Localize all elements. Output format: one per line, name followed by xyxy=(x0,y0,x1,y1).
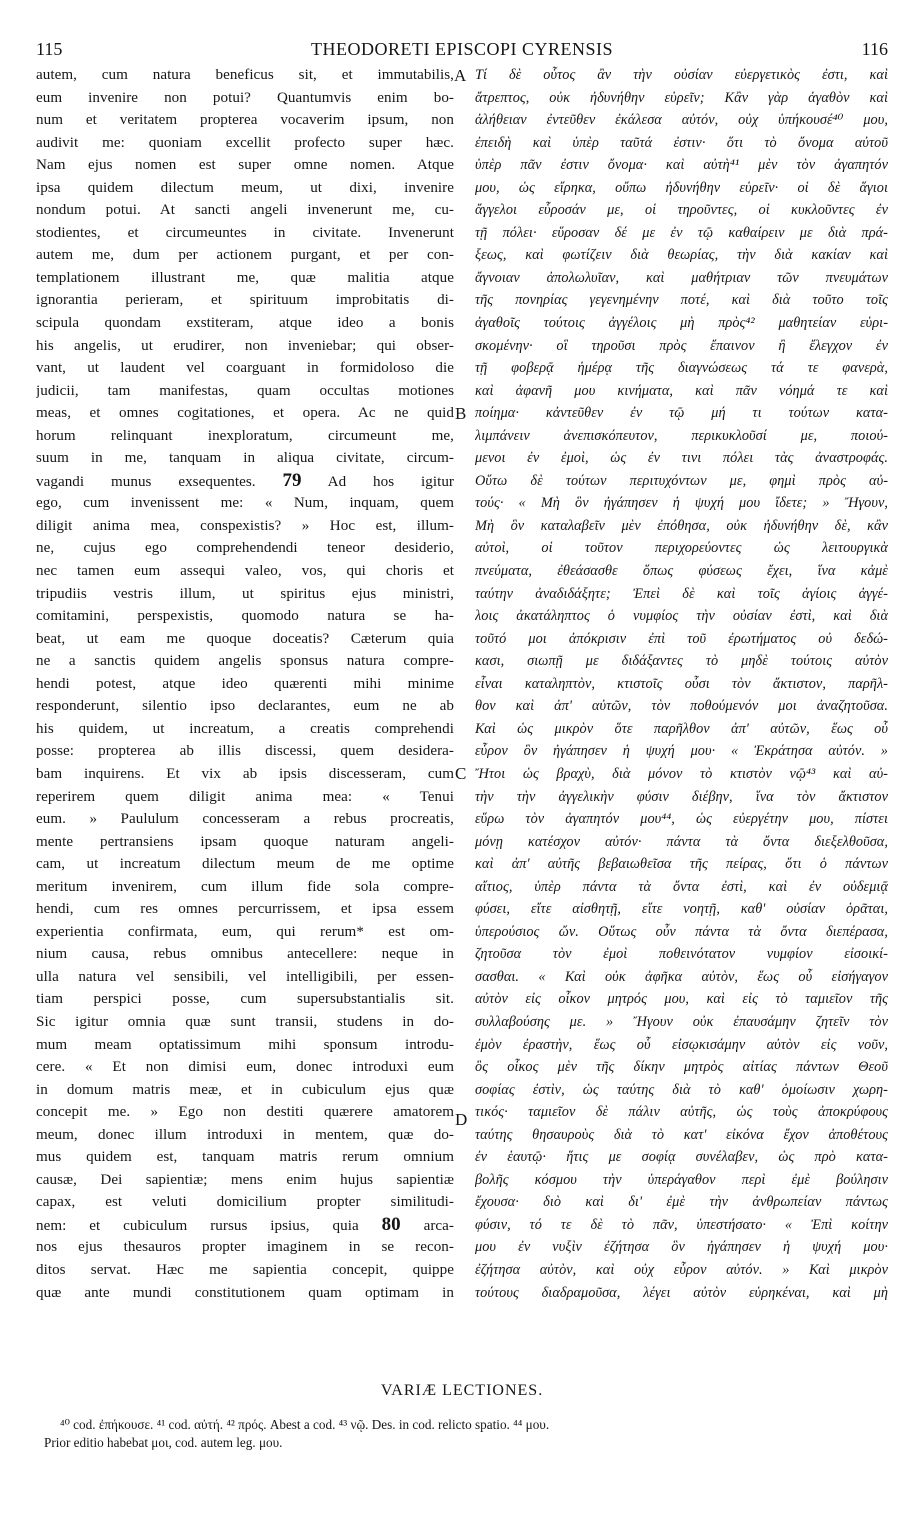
latin-text-line: posse: propterea ab illis discessi, quem desidera- xyxy=(36,743,454,760)
margin-letter-d: D xyxy=(455,1110,468,1129)
greek-text-line: βολῆς κόσμου τὴν ὑπεράγαθον περὶ ἐμὲ βούλησιν xyxy=(475,1171,888,1188)
greek-text-line: θον καὶ ἀπ' αὐτῶν, τὸν ποθούμενόν μοι ἀναζητοῦσα. xyxy=(475,698,888,715)
greek-text-line: τῇ φοβερᾷ ἡμέρᾳ τῆς διαγνώσεως τά τε φανερὰ, xyxy=(475,360,888,377)
greek-text-line: ταύτης θησαυροὺς διὰ τὸ κατ' εἰκόνα ἔχον ἀποθέτους xyxy=(475,1126,888,1143)
latin-text-line: meum, donec illum introduxi in mentem, quæ do- xyxy=(36,1126,454,1143)
latin-text-line: eum. » Paululum concesseram a rebus procreatis, xyxy=(36,811,454,828)
greek-text-line: καὶ ἀφανῆ μου κινήματα, καὶ πᾶν νόημά τε καὶ xyxy=(475,382,888,399)
greek-text-line: τῇ πόλει· εὕροσαν δέ με ἐν τῷ καθαίρειν με διὰ πρά- xyxy=(475,224,888,241)
latin-text-line: templationem illustrant me, quæ malitia atque xyxy=(36,269,454,286)
latin-text-line: ditos servat. Hæc me sapientia concepit, quippe xyxy=(36,1261,454,1278)
margin-letter-c: C xyxy=(455,764,467,783)
latin-text-line: responderunt, silentio ipso declarantes, eum ne ab xyxy=(36,698,454,715)
greek-text-line: εὕρω τὸν ἀγαπητόν μου⁴⁴, ὡς εὐεργέτην μου, πίστει xyxy=(475,811,888,828)
greek-text-line: τούς· « Μὴ ὃν ἠγάπησεν ἡ ψυχή μου ἴδετε; » Ἤγουν, xyxy=(475,495,888,512)
greek-text-line: τῆς πονηρίας γεγενημένην ποτέ, καὶ διὰ τοῦτο τοῖς xyxy=(475,292,888,309)
greek-text-line: ὑπερούσιος ὤν. Οὕτως οὖν πάντα τὰ ὄντα διεπέρασα, xyxy=(475,923,888,940)
greek-text-line: αἴτιος, ὑπὲρ πάντα τὰ ὄντα ἐστὶ, καὶ ἐν οὐδεμιᾷ xyxy=(475,878,888,895)
greek-text-line: ὃς οἶκος μὲν τῆς δίκην μητρὸς αἰτίας πάντων Θεοῦ xyxy=(475,1059,888,1076)
margin-letter-b: B xyxy=(455,404,467,423)
running-title: THEODORETI EPISCOPI CYRENSIS xyxy=(310,39,614,59)
latin-text-line: bam inquirens. Et vix ab ipsis discesseram, cum xyxy=(36,765,454,782)
greek-text-line: αὐτὸν εἰς οἶκον μητρός μου, καὶ εἰς τὸ ταμιεῖον τῆς xyxy=(475,991,888,1008)
latin-text-segment: Ad hos igitur xyxy=(327,473,454,490)
latin-text-line: horum relinquant inexploratum, circumeunt me, xyxy=(36,427,454,444)
greek-text-line: κασι, σιωπῇ με διδάξαντες τὸ μηδὲ τούτοις αὐτὸν xyxy=(475,653,888,670)
greek-text-line: ἐν ἑαυτῷ· ἥτις με σοφίᾳ συνέλαβεν, ὡς πρὸ κατα- xyxy=(475,1149,888,1166)
variae-lectiones-title: VARIÆ LECTIONES. xyxy=(380,1382,544,1399)
latin-text-line: ne a sanctis quidem angelis sponsus natura compre- xyxy=(36,653,454,670)
latin-text-line: stodientes, et circumeuntes in civitate. Invenerunt xyxy=(36,224,454,241)
page-number-right: 116 xyxy=(861,39,888,59)
latin-text-line: ego, cum invenissent me: « Num, inquam, quem xyxy=(36,495,454,512)
greek-text-line: ἄγγελοι εὗροσάν με, οἱ τηροῦντες, οἱ κυκλοῦντες ἐν xyxy=(475,202,888,219)
latin-text-line: his angelis, ut erudirer, non inveniebar; qui obser- xyxy=(36,337,454,354)
latin-text-line: nondum potui. At sancti angeli invenerunt me, cu- xyxy=(36,202,454,219)
greek-text-line: εἶναι καταληπτὸν, κτιστοῖς οὖσι τὸν ἄκτιστον, παρῆλ- xyxy=(475,675,888,692)
latin-text-line: Nam ejus nomen est super omne nomen. Atque xyxy=(36,157,454,174)
latin-text-line: ipsa quidem dilectum meum, ut dixi, invenire xyxy=(36,179,454,196)
greek-column xyxy=(475,64,888,1364)
section-number: 80 xyxy=(381,1213,401,1235)
greek-text-line: σοφίας ἐστὶν, ὡς ταύτης διὰ τὸ καθ' ὁμοίωσιν χωρη- xyxy=(475,1081,888,1098)
latin-text-line: diligit anima mea, conspexistis? » Hoc est, illum- xyxy=(36,517,454,534)
greek-text-line: μου ἐν νυξὶν ἐζήτησα ὃν ἠγάπησεν ἡ ψυχή μου· xyxy=(475,1239,888,1256)
margin-letter-a: A xyxy=(454,66,467,85)
latin-text-line: nos ejus thesauros propter imaginem in se recon- xyxy=(36,1239,454,1256)
latin-text-line: judicii, tam manifestas, quam occultas motiones xyxy=(36,382,454,399)
greek-text-line: ἄγνοιαν ἀπολωλυῖαν, καὶ μαθήτριαν τῶν πνευμάτων xyxy=(475,269,888,286)
latin-text-line: meritum invenirem, cum illum fide sola compre- xyxy=(36,878,454,895)
greek-text-line: καὶ ἀπ' αὐτῆς βεβαιωθεῖσα τῆς πείρας, ὅτι ὁ πάντων xyxy=(475,856,888,873)
latin-text-line xyxy=(36,470,454,493)
greek-text-line: μενοι ἐν ἐμοὶ, ὡς ἐν τινι πόλει τὰς ἀναστροφάς. xyxy=(475,450,888,467)
latin-text-line: meas, et omnes cogitationes, et opera. Ac ne quid xyxy=(36,405,454,422)
greek-text-line: ἀγαθοῖς τούτοις ἀγγέλοις μὴ πρὸς⁴² μαθητείαν εὑρι- xyxy=(475,315,888,332)
latin-text-line: audivit me: quoniam excellit profecto super hæc. xyxy=(36,134,454,151)
latin-text-line: num et veritatem propterea vocaverim ipsum, non xyxy=(36,112,454,129)
greek-text-line: Καὶ ὡς μικρὸν ὅτε παρῆλθον ἀπ' αὐτῶν, ἕως οὗ xyxy=(475,720,888,737)
variae-lectiones-notes xyxy=(44,1416,892,1452)
latin-text-line: his quidem, ut increatum, a creatis comprehendi xyxy=(36,720,454,737)
greek-text-line: ἔχουσα· διὸ καὶ δι' ἐμὲ τὴν ἀνθρωπείαν πάντως xyxy=(475,1194,888,1211)
variant-note-line: ⁴⁰ cod. ἐπήκουσε. ⁴¹ cod. αὐτή. ⁴² πρός. Abest a cod. ⁴³ νῷ. Des. in cod. relicto spatio. ⁴⁴ μου. xyxy=(60,1417,550,1432)
greek-text-line: Τί δὲ οὗτος ἂν τὴν οὐσίαν εὐεργετικὸς ἐστι, καὶ xyxy=(475,67,888,83)
latin-text-line: cam, ut increatum dilectum meum de me optime xyxy=(36,856,454,873)
greek-text-line: συλλαβούσης με. » Ἤγουν οὐκ ἐπαυσάμην ζητεῖν τὸν xyxy=(475,1013,888,1030)
latin-text-line: nec tamen eum assequi valeo, vos, qui choris et xyxy=(36,563,454,580)
latin-text-line: reperirem quem diligit anima mea: « Tenui xyxy=(36,788,454,805)
greek-text-line: ἐμὸν ἐραστὴν, ἕως οὗ εἰσῳκισάμην αὐτὸν εἰς νοῦν, xyxy=(475,1036,888,1053)
latin-text-line: nium causa, rebus omnibus antecellere: neque in xyxy=(36,946,454,963)
latin-text-line: ulla natura vel sensibili, vel intelligibili, per essen- xyxy=(36,968,454,985)
latin-text-line: hendi, cum res omnes percurrissem, et ipsa essem xyxy=(36,901,454,918)
latin-text-line: concepit me. » Ego non destiti quærere amatorem xyxy=(36,1104,454,1121)
latin-text-line: eum invenire non potui? Quantumvis enim bo- xyxy=(36,89,454,106)
greek-text-line: ζητοῦσα τὸν ἐμοὶ ποθεινότατον νυμφίον εἰσοικί- xyxy=(475,946,888,963)
latin-text-line: vant, ut laudent vel coarguant in formidoloso die xyxy=(36,360,454,377)
latin-text-line: autem me, dum per actionem purgant, et per con- xyxy=(36,247,454,264)
latin-text-line: tiam perspici posse, cum supersubstantialis sit. xyxy=(36,991,454,1008)
latin-text-line: tripudiis vestris illum, ut spiritus ejus ministri, xyxy=(36,585,454,602)
latin-text-segment: vagandi munus exsequentes. xyxy=(36,473,256,490)
greek-text-line: τοῦτό μοι ἀπόκρισιν ἐπὶ τοῦ ἐρωτήματος οὐ δεδώ- xyxy=(475,630,888,647)
greek-text-line: πνεύματα, ἐθεάσασθε ὅπως φύσεως ἔχει, ἵνα κἀμὲ xyxy=(475,563,888,580)
latin-text-line: mente pertransiens ipsam quoque naturam angeli- xyxy=(36,833,454,850)
greek-text-line: λιμπάνειν ἀνεπισκόπευτον, περικυκλοῦσί με, ποιού- xyxy=(475,427,888,444)
latin-text-line: quæ ante mundi constitutionem quam optimam in xyxy=(36,1284,454,1301)
page-header xyxy=(36,36,888,62)
greek-text-line: Μὴ ὃν καταλαβεῖν μὲν ἐπόθησα, οὐκ ἠδυνήθην δὲ, κἂν xyxy=(475,517,888,534)
greek-text-line: εὗρον ὃν ἠγάπησεν ἡ ψυχή μου· « Ἐκράτησα αὐτόν. » xyxy=(475,743,888,760)
greek-text-line: ὑπὲρ πᾶν ἐστιν ὄνομα· καὶ αὐτὴ⁴¹ μὲν τὸν ἀγαπητόν xyxy=(475,157,888,174)
latin-text-line: capax, est veluti domicilium propter similitudi- xyxy=(36,1194,454,1211)
variant-note-line: Prior editio habebat μοι, cod. autem leg. μου. xyxy=(44,1435,283,1450)
latin-text-line: ne, cujus ego comprehendendi teneor desiderio, xyxy=(36,540,454,557)
greek-text-line: Ἤτοι ὡς βραχὺ, διὰ μόνον τὸ κτιστὸν νῷ⁴³ καὶ αὐ- xyxy=(475,765,888,782)
greek-text-line: λοις ἀκατάληπτος ὁ νυμφίος τὴν οὐσίαν ἐστὶ, καὶ διὰ xyxy=(475,608,888,625)
greek-text-line: ταύτην ἀναδιδάξητε; Ἐπεὶ δὲ καὶ τοῖς ἁγίοις ἀγγέ- xyxy=(475,585,888,602)
greek-text-line: ἐπειδὴ καὶ ὑπὲρ ταῦτά ἐστιν· ὅτι τὸ ὄνομα αὐτοῦ xyxy=(475,134,888,151)
greek-text-line: μόνῃ κατέσχον αὐτόν· πάντα τὰ ὄντα διεξελθοῦσα, xyxy=(475,833,888,850)
latin-column xyxy=(36,64,454,1364)
greek-text-line: τὴν τὴν ἀγγελικὴν φύσιν διέβην, ἵνα τὸν ἄκτιστον xyxy=(475,788,888,805)
greek-text-line: μου, ὡς εἴρηκα, οὔπω ἠδυνήθην εὑρεῖν· οἱ δὲ ἅγιοι xyxy=(475,179,888,196)
latin-text-line: suum in me, tanquam in aliqua civitate, circum- xyxy=(36,450,454,467)
latin-text-line: autem, cum natura beneficus sit, et immutabilis, xyxy=(36,67,454,83)
greek-text-line: ἀλήθειαν ἐντεῦθεν ἐκάλεσα αὐτόν, οὐχ ὑπήκουσέ⁴⁰ μου, xyxy=(475,112,888,129)
greek-text-line: Οὕτω δὲ τούτων περιτυχόντων με, φημὶ πρὸς αὐ- xyxy=(475,472,888,489)
latin-text-segment: nem: et cubiculum rursus ipsius, quia xyxy=(36,1217,359,1234)
greek-text-line: φύσιν, τό τε δὲ τὸ πᾶν, ὑπεστήσατο· « Ἐπὶ κοίτην xyxy=(475,1216,888,1233)
latin-text-line: scipula quondam exstiteram, atque ideo a bonis xyxy=(36,315,454,332)
latin-text-segment: arca- xyxy=(423,1217,454,1234)
latin-text-line: mum meam optatissimum mihi sponsum introdu- xyxy=(36,1036,454,1053)
latin-text-line: mus quidem est, tanquam matris rerum omnium xyxy=(36,1149,454,1166)
latin-text-line: comitamini, perspexistis, quomodo natura se ha- xyxy=(36,608,454,625)
latin-text-line: beat, ut eam me quoque doceatis? Cæterum quia xyxy=(36,630,454,647)
page-number-left: 115 xyxy=(36,39,63,59)
latin-text-line: ignorantia perieram, et spirituum improbitatis di- xyxy=(36,292,454,309)
greek-text-line: ξεως, καὶ φωτίζειν διὰ θεωρίας, τὴν διὰ κακίαν καὶ xyxy=(475,247,888,264)
greek-text-line: αὐτοὶ, οἱ τοῦτον περιχορεύοντες ὡς λειτουργικὰ xyxy=(475,540,888,557)
greek-text-line: ἐζήτησα αὐτὸν, καὶ οὐχ εὗρον αὐτόν. » Καὶ μικρὸν xyxy=(475,1261,888,1278)
latin-text-line xyxy=(36,1214,454,1237)
greek-text-line: φύσει, εἴτε αἰσθητῇ, εἴτε νοητῇ, καθ' οὐσίαν ὁρᾶται, xyxy=(475,901,888,918)
latin-text-line: causæ, Dei sapientiæ; mens enim hujus sapientiæ xyxy=(36,1171,454,1188)
latin-text-line: Sic igitur omnia quæ sunt transii, studens in do- xyxy=(36,1013,454,1030)
greek-text-line: σασθαι. « Καὶ οὐκ ἀφῆκα αὐτὸν, ἕως οὗ εἰσήγαγον xyxy=(475,968,888,985)
latin-text-line: cere. « Et non dimisi eum, donec introduxi eum xyxy=(36,1059,454,1076)
latin-text-line: experientia confirmata, eum, qui rerum* est om- xyxy=(36,923,454,940)
latin-text-line: in domum matris meæ, et in cubiculum ejus quæ xyxy=(36,1081,454,1098)
greek-text-line: ἄτρεπτος, οὐκ ἠδυνήθην εὑρεῖν; Κἂν γὰρ ἀγαθὸν καὶ xyxy=(475,89,888,106)
greek-text-line: ποίημα· κἀντεῦθεν ἐν τῷ μή τι τούτων κατα- xyxy=(475,405,888,422)
greek-text-line: τικός· ταμιεῖον δὲ πάλιν αὐτῆς, ὡς τοὺς ἀποκρύφους xyxy=(475,1104,888,1121)
greek-text-line: σκομένην· οἳ τηροῦσι πρὸς ἔπαινον ἢ ἔλεγχον ἐν xyxy=(475,337,888,354)
latin-text-line: hendi potest, atque ideo quærenti mihi minime xyxy=(36,675,454,692)
greek-text-line: τούτους διαδραμοῦσα, λέγει αὐτὸν εὑρηκέναι, καὶ μὴ xyxy=(475,1284,888,1301)
section-number: 79 xyxy=(282,469,302,491)
